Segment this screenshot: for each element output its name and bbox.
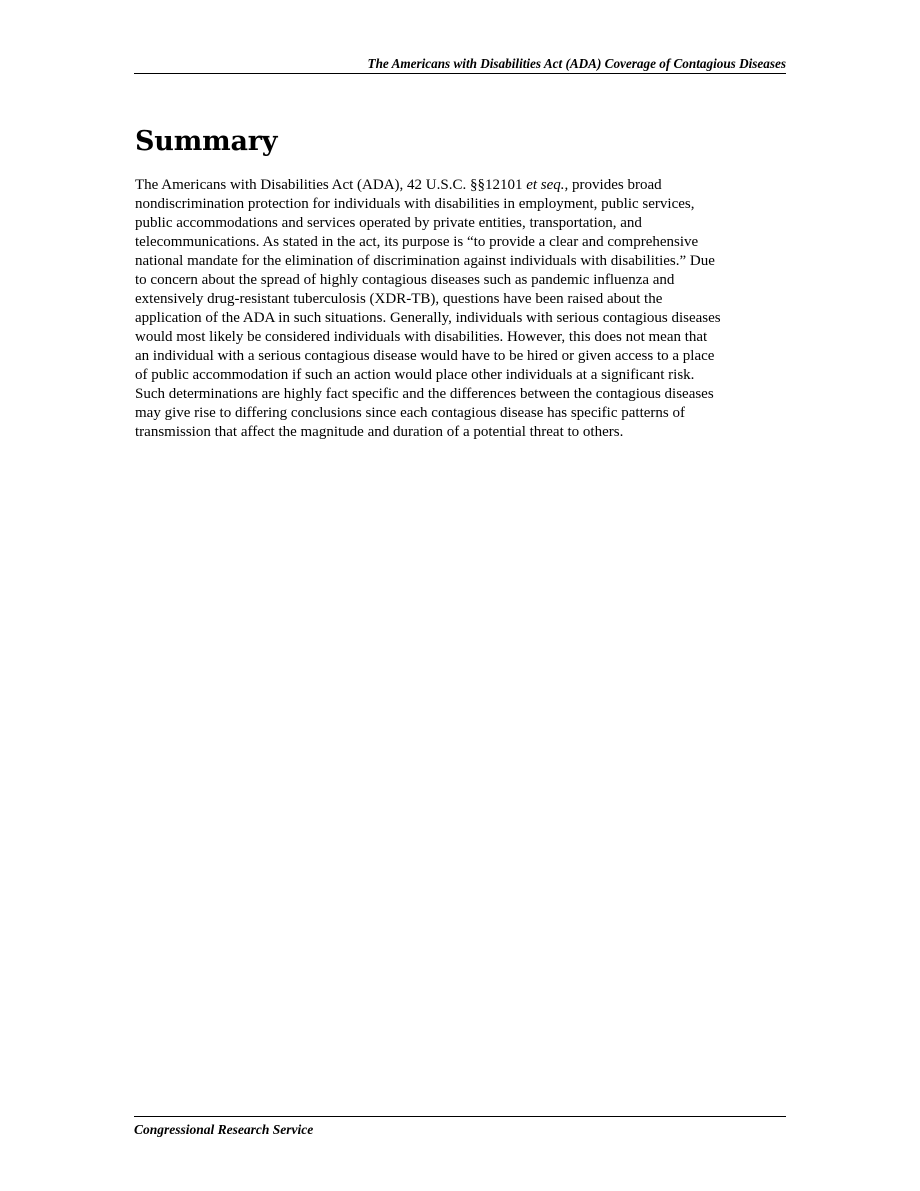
summary-text-part-2: provides broad nondiscrimination protection for individuals with disabilities in employment, public services, public accommodations and services operated by private entities, transportation, and telecommunications. As stated in the act, its purpose is “to provide a clear and comprehensive national mandate for the elimination of discrimination against individuals with disabilities.” Due to concern about the spread of highly contagious diseases such as pandemic influenza and extensively drug-resistant tuberculosis (XDR-TB), questions have been raised about the application of the ADA in such situations. Generally, individuals with serious contagious diseases would most likely be considered individuals with disabilities. However, this does not mean that an individual with a serious contagious disease would have to be hired or given access to a place of public accommodation if such an action would place other individuals at a significant risk. Such determinations are highly fact specific and the differences between the contagious diseases may give rise to differing conclusions since each contagious disease has specific patterns of transmission that affect the magnitude and duration of a potential threat to others.	[135, 177, 721, 440]
section-heading: Summary	[135, 126, 278, 157]
summary-text-part-1: The Americans with Disabilities Act (ADA), 42 U.S.C. §§12101	[135, 177, 527, 193]
running-header: The Americans with Disabilities Act (ADA) Coverage of Contagious Diseases	[134, 55, 786, 74]
running-footer: Congressional Research Service	[134, 1116, 786, 1138]
summary-text-italic: et seq.,	[526, 177, 569, 193]
summary-paragraph	[135, 176, 786, 442]
